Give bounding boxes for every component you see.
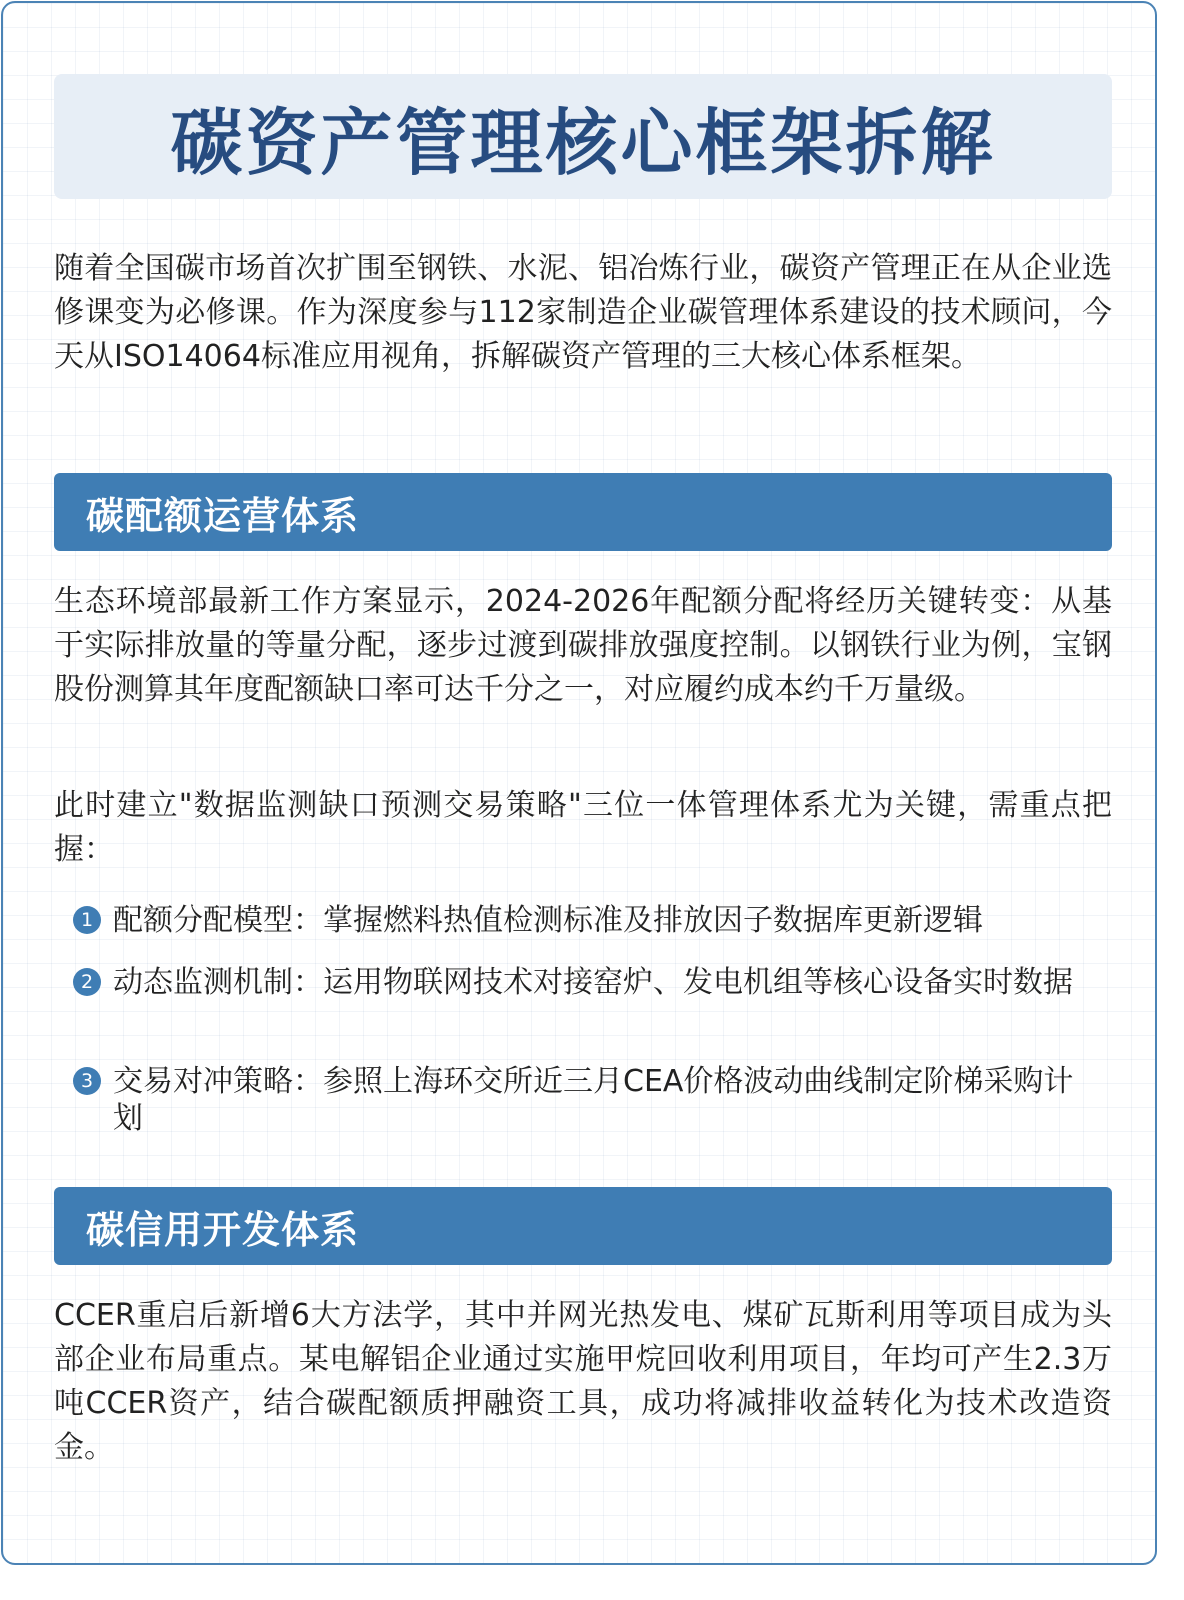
number-badge-1: 1 bbox=[73, 906, 101, 934]
list-item-text: 配额分配模型：掌握燃料热值检测标准及排放因子数据库更新逻辑 bbox=[113, 903, 983, 938]
number-badge-3: 3 bbox=[73, 1067, 101, 1095]
list-item bbox=[73, 964, 1103, 1001]
list-item-text: 交易对冲策略：参照上海环交所近三月CEA价格波动曲线制定阶梯采购计划 bbox=[113, 1064, 1074, 1136]
content-card bbox=[1, 1, 1157, 1565]
intro-paragraph: 随着全国碳市场首次扩围至钢铁、水泥、铝冶炼行业，碳资产管理正在从企业选修课变为必修课。作为深度参与112家制造企业碳管理体系建设的技术顾问，今天从ISO14064标准应用视角，拆解碳资产管理的三大核心体系框架。 bbox=[54, 251, 1112, 374]
section-header-quota bbox=[54, 473, 1112, 551]
list-item bbox=[73, 902, 1103, 939]
quota-paragraph-2: 此时建立"数据监测缺口预测交易策略"三位一体管理体系尤为关键，需重点把握： bbox=[54, 788, 1112, 867]
section-header-credit bbox=[54, 1187, 1112, 1265]
credit-paragraph-1: CCER重启后新增6大方法学，其中并网光热发电、煤矿瓦斯利用等项目成为头部企业布局重点。某电解铝企业通过实施甲烷回收利用项目，年均可产生2.3万吨CCER资产，结合碳配额质押融资工具，成功将减排收益转化为技术改造资金。 bbox=[54, 1298, 1112, 1465]
number-badge-2: 2 bbox=[73, 968, 101, 996]
list-item bbox=[73, 1063, 1103, 1137]
section-title-quota: 碳配额运营体系 bbox=[86, 493, 360, 538]
page-title: 碳资产管理核心框架拆解 bbox=[170, 100, 996, 185]
title-banner bbox=[54, 74, 1112, 199]
section-title-credit: 碳信用开发体系 bbox=[86, 1207, 360, 1252]
list-item-text: 动态监测机制：运用物联网技术对接窑炉、发电机组等核心设备实时数据 bbox=[113, 965, 1073, 1000]
quota-paragraph-1: 生态环境部最新工作方案显示，2024-2026年配额分配将经历关键转变：从基于实际排放量的等量分配，逐步过渡到碳排放强度控制。以钢铁行业为例，宝钢股份测算其年度配额缺口率可达千分之一，对应履约成本约千万量级。 bbox=[54, 584, 1112, 707]
